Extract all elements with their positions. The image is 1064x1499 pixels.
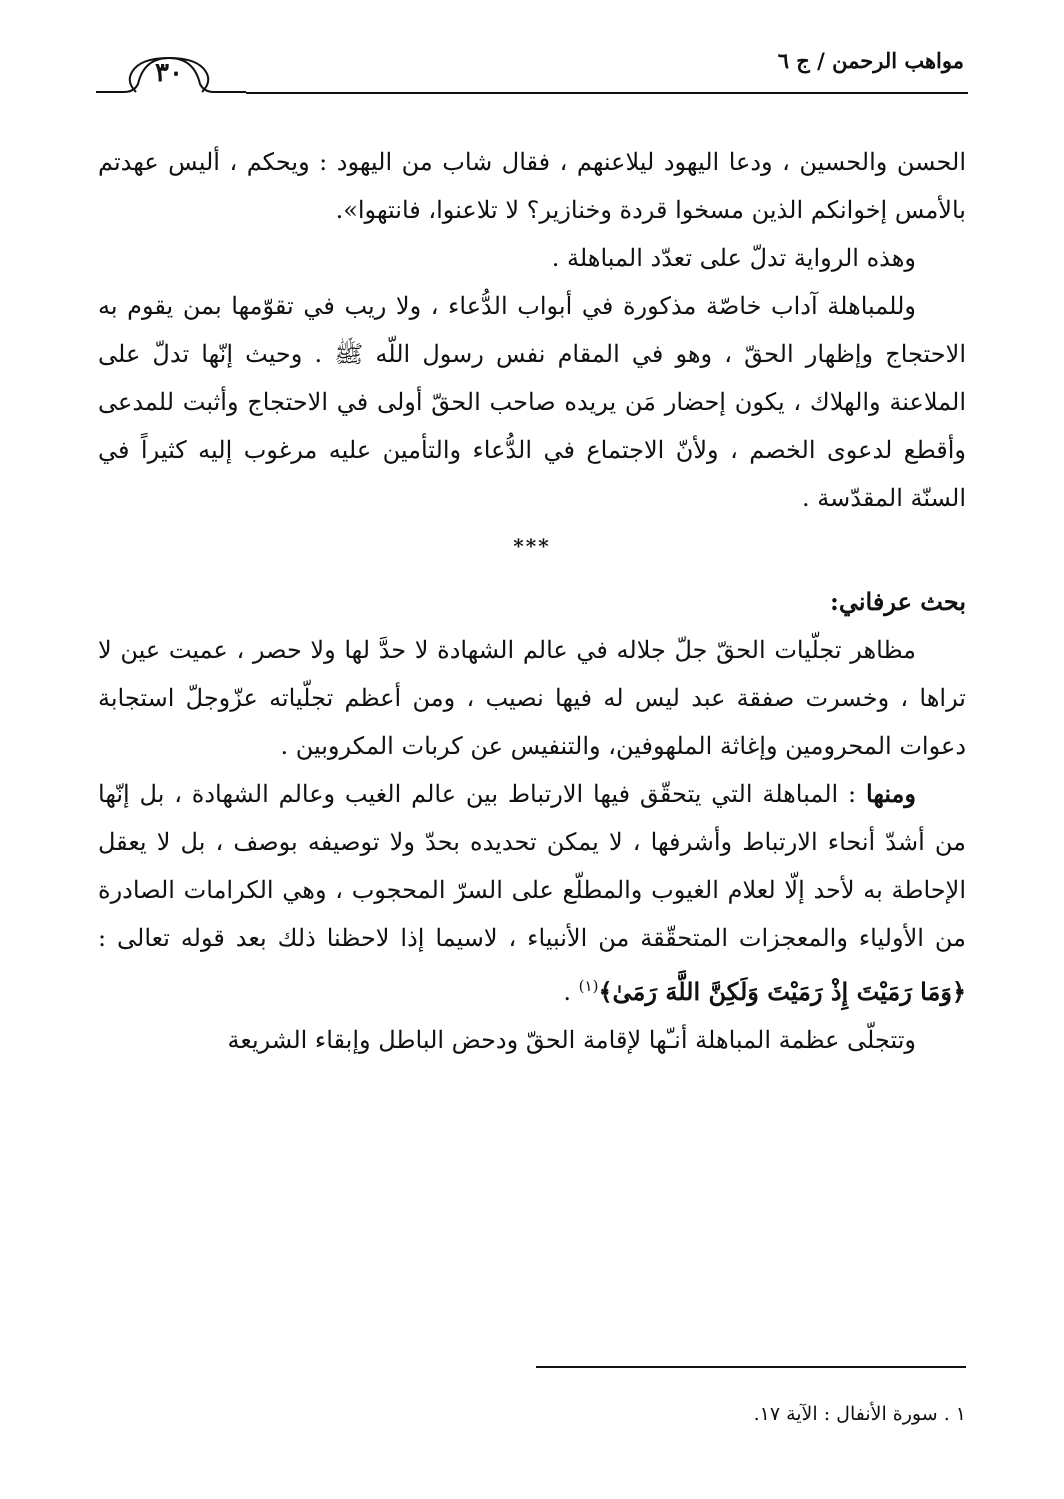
section-heading: بحث عرفاني: <box>830 587 966 616</box>
paragraph-3: وللمباهلة آداب خاصّة مذكورة في أبواب الدُّعاء ، ولا ريب في تقوّمها بمن يقوم به الاحتجاج وإظهار الحقّ ، وهو في المقام نفس رسول اللّه ﷺ . وحيث إنّها تدلّ على الملاعنة والهلاك ، يكون إحضار مَن يريده صاحب الحقّ أولى في الاحتجاج وأثبت للمدعى وأقطع لدعوى الخصم ، ولأنّ الاجتماع في الدُّعاء والتأمين عليه مرغوب إليه كثيراً في السنّة المقدّسة . <box>98 292 966 512</box>
page-number-frame <box>96 52 246 100</box>
paragraph-2: وهذه الرواية تدلّ على تعدّد المباهلة . <box>551 244 916 272</box>
section-separator: *** <box>513 534 551 558</box>
quran-verse: ﴿وَمَا رَمَيْتَ إِذْ رَمَيْتَ وَلَكِنَّ اللَّهَ رَمَىٰ﴾ <box>598 977 966 1006</box>
footnote-reference[interactable]: (١) <box>578 977 599 995</box>
paragraph-6: وتتجلّى عظمة المباهلة أنـّها لإقامة الحقّ ودحض الباطل وإبقاء الشريعة <box>227 1026 916 1054</box>
page-body <box>98 138 966 1064</box>
paragraph-1: الحسن والحسين ، ودعا اليهود ليلاعنهم ، فقال شاب من اليهود : ويحكم ، أليس عهدتم بالأمس إخوانكم الذين مسخوا قردة وخنازير؟ لا تلاعنوا، فانتهوا». <box>98 148 966 224</box>
book-title: مواهب الرحمن / ج ٦ <box>777 48 964 73</box>
footnote-rule <box>536 1366 966 1368</box>
paragraph-5-text: : المباهلة التي يتحقّق فيها الارتباط بين عالم الغيب وعالم الشهادة ، بل إنّها من أشدّ أنحاء الارتباط وأشرفها ، لا يمكن تحديده بحدّ ولا توصيفه بوصف ، بل لا يعقل الإحاطة به لأحد إلّا لعلام الغيوب والمطلّع على السرّ المحجوب ، وهي الكرامات الصادرة من الأولياء والمعجزات المتحقّقة من الأنبياء ، لاسيما إذا لاحظنا ذلك بعد قوله تعالى : <box>98 780 966 952</box>
footnote: ١ . سورة الأنفال : الآية ١٧. <box>753 1403 966 1425</box>
page-header <box>96 36 968 98</box>
paragraph-5 <box>98 770 966 1016</box>
paragraph-4: مظاهر تجلّيات الحقّ جلّ جلاله في عالم الشهادة لا حدَّ لها ولا حصر ، عميت عين لا تراها ، وخسرت صفقة عبد ليس له فيها نصيب ، ومن أعظم تجلّياته عزّوجلّ استجابة دعوات المحرومين وإغاثة الملهوفين، والتنفيس عن كربات المكروبين . <box>98 636 966 760</box>
paragraph-5-end: . <box>563 978 579 1006</box>
paragraph-5-lead: ومنها <box>865 779 916 808</box>
page-number: ٣٠ <box>155 58 183 88</box>
header-rule <box>246 92 968 94</box>
